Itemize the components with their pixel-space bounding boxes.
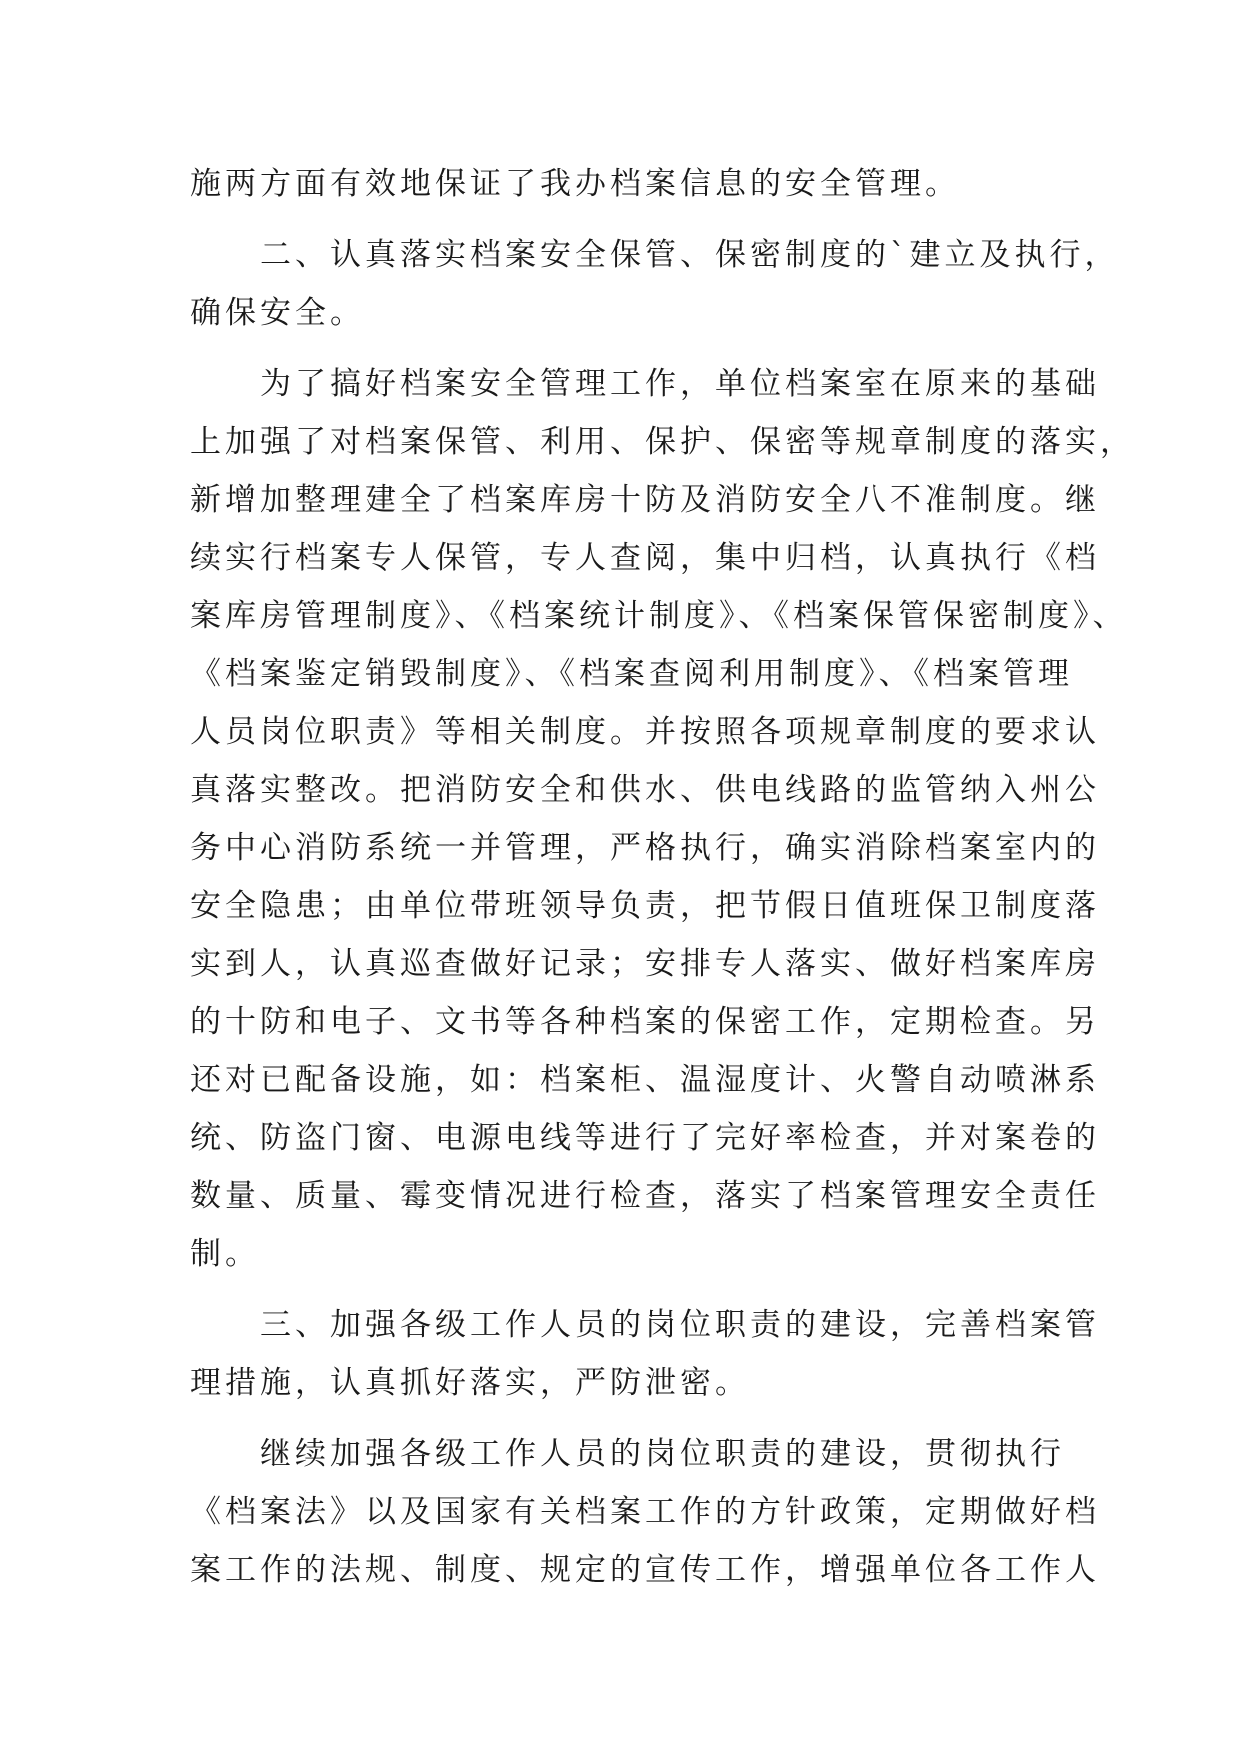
text-line: 案工作的法规、制度、规定的宣传工作，增强单位各工作人 (190, 1552, 1100, 1588)
text-line: 还对已配备设施，如：档案柜、温湿度计、火警自动喷淋系 (190, 1062, 1100, 1098)
text-line: 上加强了对档案保管、利用、保护、保密等规章制度的落实， (190, 424, 1135, 460)
text-line: 续实行档案专人保管，专人查阅，集中归档，认真执行《档 (190, 540, 1100, 576)
text-line: 人员岗位职责》等相关制度。并按照各项规章制度的要求认 (190, 714, 1100, 750)
section-heading-2-line: 二、认真落实档案安全保管、保密制度的`建立及执行， (190, 237, 1120, 273)
text-line: 务中心消防系统一并管理，严格执行，确实消除档案室内的 (190, 830, 1100, 866)
text-line: 真落实整改。把消防安全和供水、供电线路的监管纳入州公 (190, 772, 1100, 808)
text-line: 《档案法》以及国家有关档案工作的方针政策，定期做好档 (190, 1494, 1100, 1530)
text-line: 的十防和电子、文书等各种档案的保密工作，定期检查。另 (190, 1004, 1100, 1040)
text-line: 《档案鉴定销毁制度》、《档案查阅利用制度》、《档案管理 (190, 656, 1073, 692)
section-heading-3-line: 理措施，认真抓好落实，严防泄密。 (190, 1365, 750, 1401)
text-line: 新增加整理建全了档案库房十防及消防安全八不准制度。继 (190, 482, 1100, 518)
text-line: 案库房管理制度》、《档案统计制度》、《档案保管保密制度》、 (190, 598, 1128, 634)
text-line: 为了搞好档案安全管理工作，单位档案室在原来的基础 (190, 366, 1100, 402)
section-heading-2-line: 确保安全。 (190, 295, 365, 331)
text-line: 统、防盗门窗、电源电线等进行了完好率检查，并对案卷的 (190, 1120, 1100, 1156)
text-line: 制。 (190, 1236, 260, 1272)
text-line: 实到人，认真巡查做好记录；安排专人落实、做好档案库房 (190, 946, 1100, 982)
text-line: 继续加强各级工作人员的岗位职责的建设，贯彻执行 (190, 1436, 1065, 1472)
text-line: 施两方面有效地保证了我办档案信息的安全管理。 (190, 166, 960, 202)
text-line: 安全隐患；由单位带班领导负责，把节假日值班保卫制度落 (190, 888, 1100, 924)
text-line: 数量、质量、霉变情况进行检查，落实了档案管理安全责任 (190, 1178, 1100, 1214)
section-heading-3-line: 三、加强各级工作人员的岗位职责的建设，完善档案管 (190, 1307, 1100, 1343)
document-body (190, 155, 1135, 1599)
